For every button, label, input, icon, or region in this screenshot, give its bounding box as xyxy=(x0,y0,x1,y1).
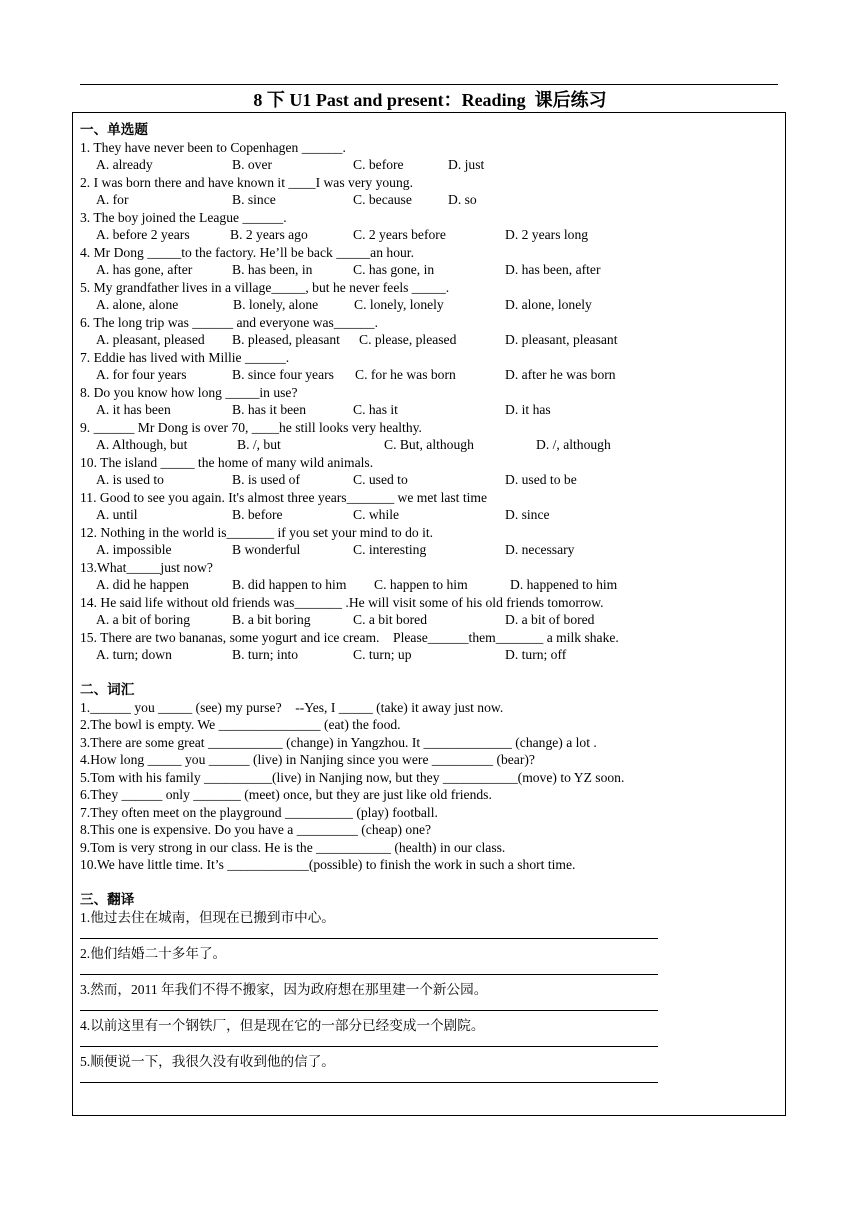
option-b: B. did happen to him xyxy=(232,577,347,592)
option-c: C. lonely, lonely xyxy=(354,297,444,312)
option-row xyxy=(80,611,780,629)
option-b: B. since four years xyxy=(232,367,334,382)
option-b: B wonderful xyxy=(232,542,301,557)
option-a: A. it has been xyxy=(96,402,171,417)
option-a: A. already xyxy=(96,157,153,172)
option-b: B. since xyxy=(232,192,276,207)
answer-line[interactable] xyxy=(80,1046,658,1047)
option-b: B. turn; into xyxy=(232,647,299,662)
question-text: 5. My grandfather lives in a village_____, but he never feels _____. xyxy=(80,279,450,295)
translate-item: 1.他过去住在城南，但现在已搬到市中心。 xyxy=(80,909,335,925)
option-c: C. turn; up xyxy=(353,647,412,662)
option-a: A. a bit of boring xyxy=(96,612,191,627)
vocab-item: 4.How long _____ you ______ (live) in Nanjing since you were _________ (bear)? xyxy=(80,752,535,767)
question-text: 4. Mr Dong _____to the factory. He’ll be back _____an hour. xyxy=(80,244,414,260)
question-text: 2. I was born there and have known it ____I was very young. xyxy=(80,174,413,190)
question-text: 1. They have never been to Copenhagen ______. xyxy=(80,139,346,155)
option-d: D. 2 years long xyxy=(505,227,589,242)
option-a: A. before 2 years xyxy=(96,227,190,242)
option-b: B. has been, in xyxy=(232,262,313,277)
option-c: C. while xyxy=(353,507,400,522)
question-text: 13.What_____just now? xyxy=(80,559,213,575)
option-c: C. 2 years before xyxy=(353,227,446,242)
vocab-item: 2.The bowl is empty. We _______________ (eat) the food. xyxy=(80,717,401,732)
translate-list xyxy=(80,909,780,1084)
option-b: B. pleased, pleasant xyxy=(232,332,340,347)
option-d: D. used to be xyxy=(505,472,577,487)
section-heading-translate: 三、翻译 xyxy=(80,892,135,907)
option-c: C. has gone, in xyxy=(353,262,435,277)
option-row xyxy=(80,156,780,174)
option-a: A. alone, alone xyxy=(96,297,179,312)
option-row xyxy=(80,541,780,559)
translate-item: 3.然而，2011 年我们不得不搬家，因为政府想在那里建一个新公园。 xyxy=(80,981,488,997)
page-title: 8 下 U1 Past and present：Reading 课后练习 xyxy=(253,90,607,110)
option-d: D. a bit of bored xyxy=(505,612,595,627)
question-text: 7. Eddie has lived with Millie ______. xyxy=(80,349,290,365)
option-c: C. before xyxy=(353,157,404,172)
option-row xyxy=(80,506,780,524)
vocab-item: 8.This one is expensive. Do you have a _________ (cheap) one? xyxy=(80,822,432,837)
question-text: 15. There are two bananas, some yogurt and ice cream. Please______them_______ a milk shake. xyxy=(80,629,619,645)
option-c: C. a bit bored xyxy=(353,612,427,627)
option-d: D. necessary xyxy=(505,542,575,557)
question-text: 8. Do you know how long _____in use? xyxy=(80,384,298,400)
option-row xyxy=(80,646,780,664)
option-row xyxy=(80,261,780,279)
vocab-item: 10.We have little time. It’s ____________(possible) to finish the work in such a short time. xyxy=(80,857,576,872)
option-row xyxy=(80,331,780,349)
question-text: 10. The island _____ the home of many wild animals. xyxy=(80,454,374,470)
option-row xyxy=(80,436,780,454)
option-a: A. impossible xyxy=(96,542,172,557)
option-d: D. has been, after xyxy=(505,262,601,277)
option-row xyxy=(80,296,780,314)
answer-line[interactable] xyxy=(80,938,658,939)
option-c: C. happen to him xyxy=(374,577,468,592)
option-c: C. But, although xyxy=(384,437,474,452)
option-a: A. has gone, after xyxy=(96,262,193,277)
option-c: C. please, pleased xyxy=(359,332,457,347)
option-a: A. until xyxy=(96,507,138,522)
option-d: D. since xyxy=(505,507,550,522)
answer-line[interactable] xyxy=(80,974,658,975)
option-b: B. before xyxy=(232,507,283,522)
option-c: C. for he was born xyxy=(355,367,456,382)
section-heading-mc: 一、单选题 xyxy=(80,122,148,137)
option-b: B. lonely, alone xyxy=(233,297,319,312)
top-rule xyxy=(80,84,778,85)
option-d: D. alone, lonely xyxy=(505,297,592,312)
translate-item: 5.顺便说一下，我很久没有收到他的信了。 xyxy=(80,1053,335,1069)
option-row xyxy=(80,191,780,209)
mc-question-list xyxy=(80,139,780,664)
option-a: A. Although, but xyxy=(96,437,188,452)
vocab-item: 3.There are some great ___________ (change) in Yangzhou. It _____________ (change) a lot . xyxy=(80,734,597,750)
question-text: 11. Good to see you again. It's almost three years_______ we met last time xyxy=(80,489,488,505)
option-d: D. so xyxy=(448,192,477,207)
section-heading-vocab: 二、词汇 xyxy=(80,682,135,697)
option-c: C. interesting xyxy=(353,542,427,557)
translate-item: 4.以前这里有一个钢铁厂，但是现在它的一部分已经变成一个剧院。 xyxy=(80,1017,485,1033)
translate-item: 2.他们结婚二十多年了。 xyxy=(80,945,227,961)
option-b: B. a bit boring xyxy=(232,612,311,627)
option-row xyxy=(80,401,780,419)
question-text: 12. Nothing in the world is_______ if you set your mind to do it. xyxy=(80,524,434,540)
option-a: A. did he happen xyxy=(96,577,189,592)
option-a: A. is used to xyxy=(96,472,164,487)
option-a: A. pleasant, pleased xyxy=(96,332,205,347)
answer-line[interactable] xyxy=(80,1082,658,1083)
option-b: B. has it been xyxy=(232,402,306,417)
option-c: C. used to xyxy=(353,472,408,487)
option-d: D. /, although xyxy=(536,437,611,452)
option-row xyxy=(80,366,780,384)
option-a: A. for xyxy=(96,192,129,207)
option-d: D. just xyxy=(448,157,485,172)
vocab-item: 7.They often meet on the playground __________ (play) football. xyxy=(80,804,438,820)
vocab-list xyxy=(80,699,780,874)
question-text: 14. He said life without old friends was_______ .He will visit some of his old friends tomorrow. xyxy=(80,594,604,610)
exercise-content xyxy=(80,121,780,1089)
option-row xyxy=(80,226,780,244)
option-d: D. happened to him xyxy=(510,577,618,592)
vocab-item: 6.They ______ only _______ (meet) once, but they are just like old friends. xyxy=(80,787,492,802)
option-d: D. pleasant, pleasant xyxy=(505,332,618,347)
option-b: B. 2 years ago xyxy=(230,227,308,242)
question-text: 9. ______ Mr Dong is over 70, ____he still looks very healthy. xyxy=(80,419,422,435)
vocab-item: 1.______ you _____ (see) my purse? --Yes, I _____ (take) it away just now. xyxy=(80,699,504,715)
option-d: D. it has xyxy=(505,402,551,417)
option-row xyxy=(80,471,780,489)
option-d: D. turn; off xyxy=(505,647,567,662)
option-a: A. for four years xyxy=(96,367,187,382)
option-d: D. after he was born xyxy=(505,367,616,382)
option-b: B. /, but xyxy=(237,437,281,452)
answer-line[interactable] xyxy=(80,1010,658,1011)
option-c: C. has it xyxy=(353,402,398,417)
question-text: 6. The long trip was ______ and everyone was______. xyxy=(80,314,379,330)
option-b: B. is used of xyxy=(232,472,300,487)
option-row xyxy=(80,576,780,594)
question-text: 3. The boy joined the League ______. xyxy=(80,209,287,225)
vocab-item: 9.Tom is very strong in our class. He is the ___________ (health) in our class. xyxy=(80,839,506,855)
option-b: B. over xyxy=(232,157,273,172)
option-a: A. turn; down xyxy=(96,647,172,662)
vocab-item: 5.Tom with his family __________(live) in Nanjing now, but they ___________(move) to YZ soon. xyxy=(80,769,625,785)
option-c: C. because xyxy=(353,192,412,207)
